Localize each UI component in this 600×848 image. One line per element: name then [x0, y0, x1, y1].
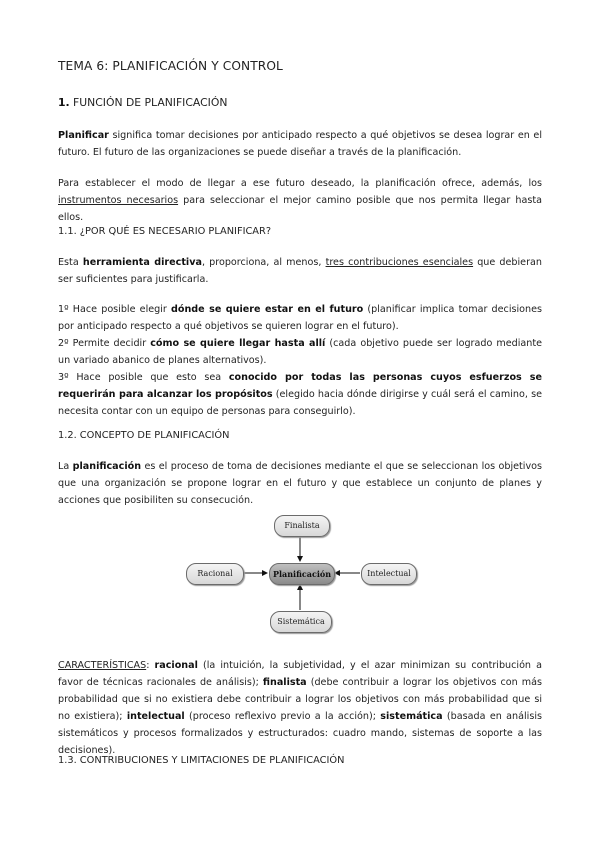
list-bold: dónde se quiere estar en el futuro	[171, 304, 364, 315]
document-title: TEMA 6: PLANIFICACIÓN Y CONTROL	[58, 59, 283, 73]
term-racional: racional	[154, 660, 198, 671]
paragraph-concepto	[58, 458, 542, 509]
term-planificar: Planificar	[58, 130, 109, 141]
paragraph-instrumentos	[58, 175, 542, 226]
list-text: (planificar implica tomar decisiones por anticipado respecto a qué objetivos se quieren lograr en el futuro).	[58, 304, 543, 332]
paragraph-text: (la intuición, la subjetividad, y el azar minimizan su contribución a favor de técnicas racionales de análisis);	[58, 660, 542, 688]
list-bold: conocido por todas las personas cuyos esfuerzos se requerirán para alcanzar los propósitos	[58, 372, 542, 400]
section-1-2-heading: 1.2. CONCEPTO DE PLANIFICACIÓN	[58, 430, 230, 441]
section-1-3-heading: 1.3. CONTRIBUCIONES Y LIMITACIONES DE PLANIFICACIÓN	[58, 755, 345, 766]
node-planificacion: Planificación	[269, 563, 335, 585]
term-finalista: finalista	[262, 677, 307, 688]
paragraph-text: es el proceso de toma de decisiones mediante el que se seleccionan los objetivos que una organización se propone lograr en el futuro y que establece un conjunto de planes y acciones que posibiliten su consecución.	[58, 461, 543, 506]
section-number: 1.	[58, 96, 70, 109]
underlined-instrumentos: instrumentos necesarios	[58, 195, 179, 206]
node-finalista: Finalista	[274, 515, 330, 537]
paragraph-planificar	[58, 127, 542, 161]
underlined-contribuciones: tres contribuciones esenciales	[325, 257, 474, 268]
node-sistematica: Sistemática	[270, 611, 332, 633]
paragraph-caracteristicas	[58, 657, 542, 759]
term-planificacion: planificación	[72, 461, 142, 472]
paragraph-text: , proporciona, al menos,	[201, 257, 326, 268]
paragraph-text: Esta	[58, 257, 83, 268]
node-racional: Racional	[186, 563, 244, 585]
list-item-1	[58, 301, 542, 335]
paragraph-text: (proceso reflexivo previo a la acción);	[184, 711, 381, 722]
underlined-caracteristicas: CARACTERÍSTICAS	[58, 660, 147, 671]
planning-diagram	[180, 512, 420, 634]
paragraph-text: que debieran ser suficientes para justificarla.	[58, 257, 542, 285]
term-sistematica: sistemática	[380, 711, 443, 722]
section-title: FUNCIÓN DE PLANIFICACIÓN	[69, 96, 228, 109]
term-herramienta: herramienta directiva	[82, 257, 202, 268]
list-text: 3º Hace posible que esto sea	[58, 372, 229, 383]
paragraph-text: Para establecer el modo de llegar a ese futuro deseado, la planificación ofrece, además, los	[58, 178, 542, 189]
node-intelectual: Intelectual	[361, 563, 417, 585]
paragraph-text: (basada en análisis sistemáticos y procesos formalizados y estructurados: cuadro mando, sistemas de soporte a las decisiones).	[58, 711, 542, 756]
paragraph-text: significa tomar decisiones por anticipado respecto a qué objetivos se desea lograr en el futuro. El futuro de las organizaciones se puede diseñar a través de la planificación.	[58, 130, 542, 158]
paragraph-text: La	[58, 461, 73, 472]
contributions-list	[58, 301, 542, 420]
paragraph-text: para seleccionar el mejor camino posible que nos permita llegar hasta ellos.	[58, 195, 542, 223]
list-text: (cada objetivo puede ser logrado mediante un variado abanico de planes alternativos).	[58, 338, 543, 366]
paragraph-text: (debe contribuir a lograr los objetivos con más probabilidad que si no existiera debe contribuir a lograr los objetivos con más probabilidad que si no existiera);	[58, 677, 542, 722]
list-text: (elegido hacia dónde dirigirse y cuál será el camino, se necesita contar con un equipo de personas para conseguirlo).	[58, 389, 542, 417]
section-1-heading	[58, 95, 542, 110]
paragraph-text: :	[146, 660, 155, 671]
term-intelectual: intelectual	[126, 711, 185, 722]
list-item-2	[58, 335, 542, 369]
paragraph-herramienta	[58, 254, 542, 288]
list-bold: cómo se quiere llegar hasta allí	[150, 338, 326, 349]
section-1-1-heading: 1.1. ¿POR QUÉ ES NECESARIO PLANIFICAR?	[58, 226, 272, 237]
list-item-3	[58, 369, 542, 420]
list-text: 2º Permite decidir	[58, 338, 151, 349]
list-text: 1º Hace posible elegir	[58, 304, 172, 315]
